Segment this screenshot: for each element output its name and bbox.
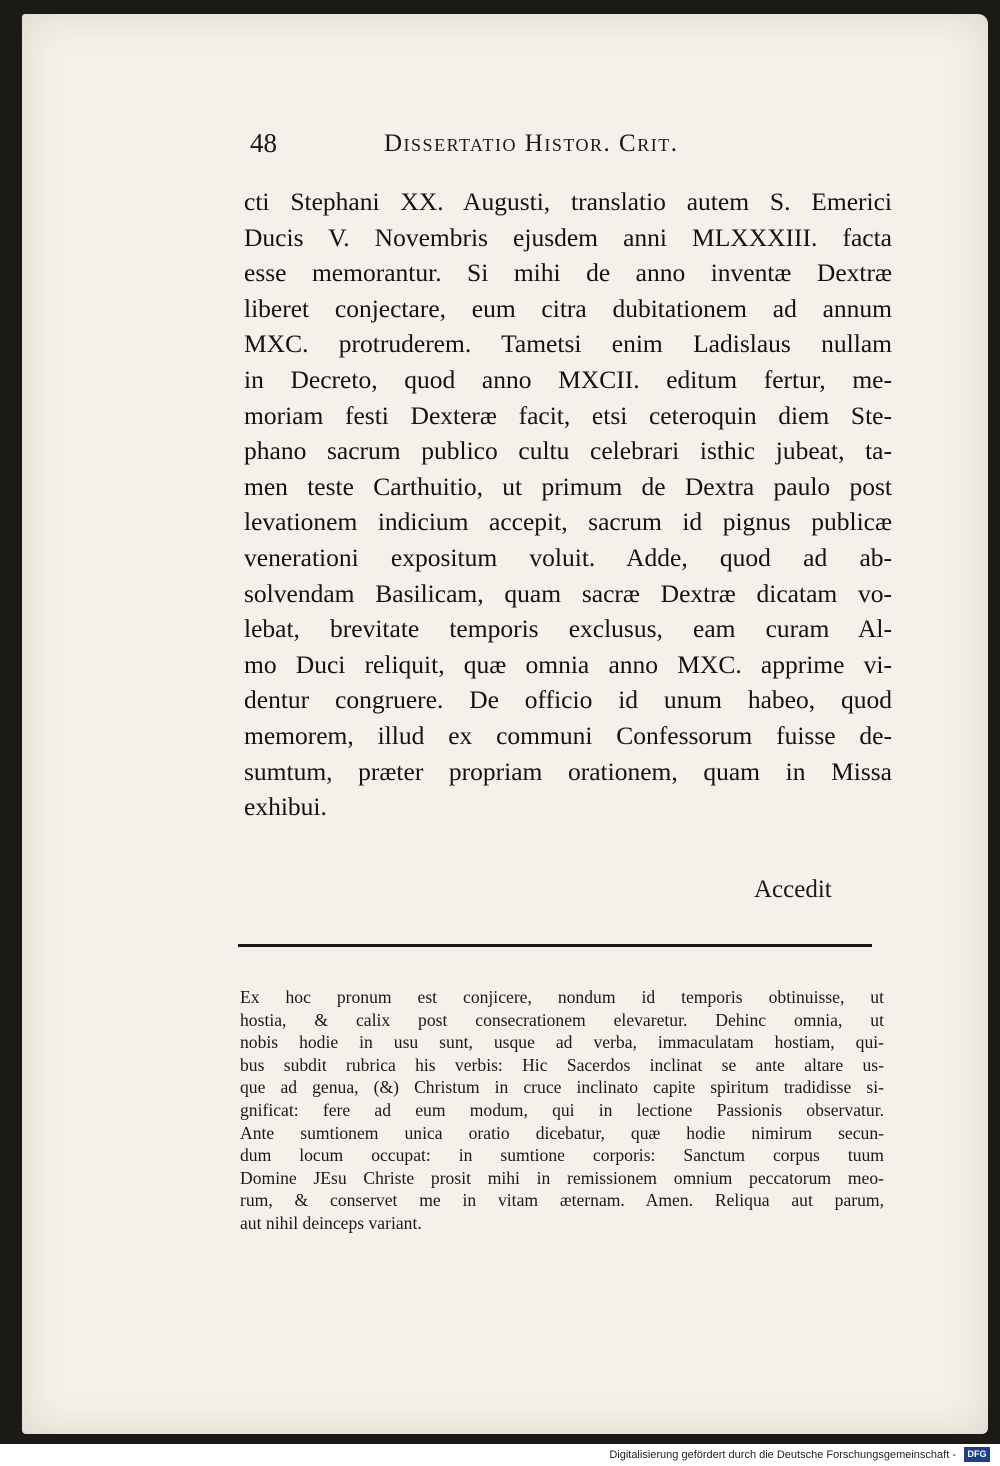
- text-line: exhibui.: [244, 792, 327, 822]
- text-line: men teste Carthuitio, ut primum de Dextra paulo post: [244, 471, 892, 501]
- text-line: phano sacrum publico cultu celebrari isthic jubeat, ta-: [244, 436, 892, 466]
- text-line: solvendam Basilicam, quam sacræ Dextræ dicatam vo-: [244, 578, 892, 608]
- digitization-credit: Digitalisierung gefördert durch die Deutsche Forschungsgemeinschaft -: [609, 1449, 956, 1461]
- text-line: levationem indicium accepit, sacrum id pignus publicæ: [244, 507, 892, 537]
- text-line: esse memorantur. Si mihi de anno inventæ Dextræ: [244, 258, 892, 288]
- text-line: dentur congruere. De officio id unum habeo, quod: [244, 685, 892, 715]
- footnote-divider: [238, 944, 872, 947]
- footnote-line: dum locum occupat: in sumtione corporis: Sanctum corpus tuum: [240, 1145, 884, 1166]
- text-line: MXC. protruderem. Tametsi enim Ladislaus nullam: [244, 329, 892, 359]
- text-line: mo Duci reliquit, quæ omnia anno MXC. apprime vi-: [244, 649, 892, 679]
- footnote-line: Ante sumtionem unica oratio dicebatur, quæ hodie nimirum secun-: [240, 1122, 884, 1143]
- text-line: Ducis V. Novembris ejusdem anni MLXXXIII. facta: [244, 222, 892, 252]
- running-head-title: Dissertatio Histor. Crit.: [384, 130, 679, 157]
- main-text: [244, 184, 892, 825]
- footnote-line: Ex hoc pronum est conjicere, nondum id temporis obtinuisse, ut: [240, 987, 884, 1007]
- text-line: memorem, illud ex communi Confessorum fuisse de-: [244, 720, 892, 750]
- footnote-line: Domine JEsu Christe prosit mihi in remissionem omnium peccatorum meo-: [240, 1167, 884, 1188]
- text-line: in Decreto, quod anno MXCII. editum fertur, me-: [244, 364, 892, 394]
- catchword: Accedit: [754, 876, 832, 903]
- footnote: [240, 986, 884, 1235]
- text-line: cti Stephani XX. Augusti, translatio autem S. Emerici: [244, 187, 892, 216]
- page-number: 48: [250, 128, 277, 158]
- footnote-line: rum, & conservet me in vitam æternam. Amen. Reliqua aut parum,: [240, 1190, 884, 1211]
- text-line: liberet conjectare, eum citra dubitationem ad annum: [244, 293, 892, 323]
- running-head: [250, 128, 770, 168]
- dfg-logo: DFG: [964, 1447, 990, 1462]
- text-line: lebat, brevitate temporis exclusus, eam curam Al-: [244, 614, 892, 644]
- footnote-line: aut nihil deinceps variant.: [240, 1212, 422, 1233]
- footnote-line: bus subdit rubrica his verbis: Hic Sacerdos inclinat se ante altare us-: [240, 1054, 884, 1075]
- text-line: moriam festi Dexteræ facit, etsi ceteroquin diem Ste-: [244, 400, 892, 430]
- footnote-line: hostia, & calix post consecrationem elevaretur. Dehinc omnia, ut: [240, 1009, 884, 1030]
- footnote-line: gnificat: fere ad eum modum, qui in lectione Passionis observatur.: [240, 1099, 884, 1120]
- text-line: sumtum, præter propriam orationem, quam in Missa: [244, 756, 892, 786]
- footnote-line: nobis hodie in usu sunt, usque ad verba, immaculatam hostiam, qui-: [240, 1032, 884, 1053]
- text-line: venerationi expositum voluit. Adde, quod ad ab-: [244, 542, 892, 572]
- footnote-line: que ad genua, (&) Christum in cruce inclinato capite spiritum tradidisse si-: [240, 1077, 884, 1098]
